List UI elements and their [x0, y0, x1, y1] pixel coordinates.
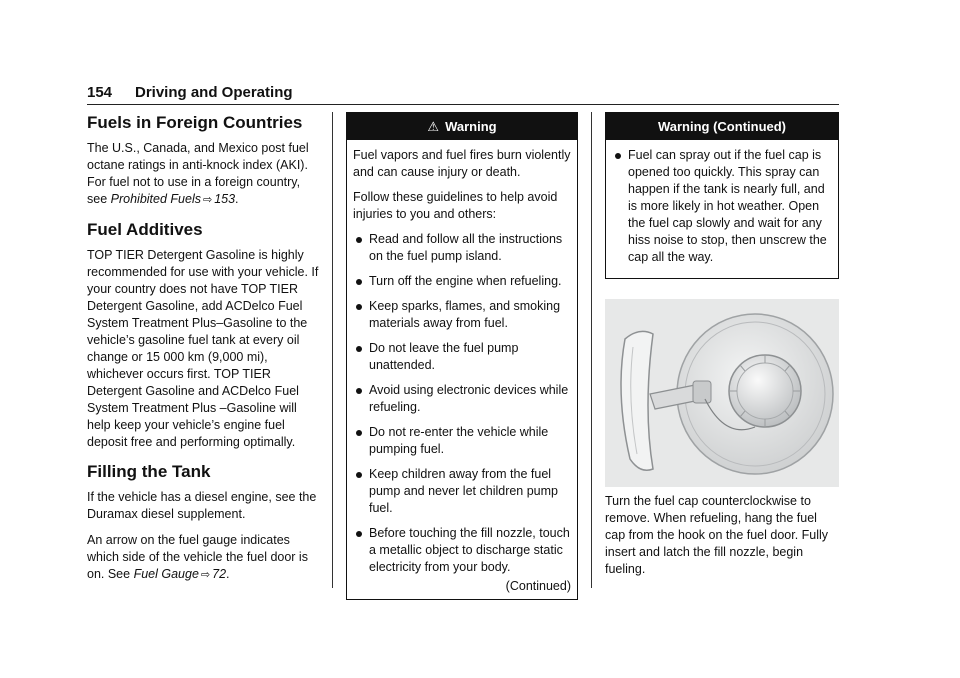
- column-middle: [346, 112, 578, 600]
- list-item-text: Fuel can spray out if the fuel cap is opened too quickly. This spray can happen if the tank is nearly full, and is more likely in hot weather. Open the fuel cap slowly and wait for any hiss noise to stop, then unscrew the cap all the way.: [628, 148, 827, 264]
- bullet-icon: [615, 153, 621, 159]
- warning-box-continued: [605, 112, 839, 279]
- xref-label: Prohibited Fuels: [110, 192, 201, 206]
- column-right: [605, 112, 839, 587]
- warning-paragraph: Fuel vapors and fuel fires burn violently and can cause injury or death.: [353, 148, 571, 179]
- xref-label: Fuel Gauge: [133, 567, 199, 581]
- list-item: [353, 525, 571, 576]
- list-item: [612, 147, 832, 266]
- warning-paragraph: Follow these guidelines to help avoid injuries to you and others:: [353, 190, 558, 221]
- column-divider: [332, 112, 333, 588]
- fuel-cap-illustration: [605, 299, 839, 487]
- list-item: [353, 424, 571, 458]
- list-item-text: Do not leave the fuel pump unattended.: [369, 341, 519, 372]
- paragraph: If the vehicle has a diesel engine, see the Duramax diesel supplement.: [87, 490, 317, 521]
- continued-label: (Continued): [505, 579, 571, 593]
- paragraph-end: .: [226, 567, 230, 581]
- warning-body: [606, 140, 838, 278]
- warning-triangle-icon: ⚠: [427, 119, 440, 134]
- page-reference-arrow-icon: ⇨: [202, 194, 213, 206]
- xref-page: 72: [212, 567, 227, 581]
- paragraph: TOP TIER Detergent Gasoline is highly recommended for use with your vehicle. If your country does not have TOP TIER Detergent Gasoline, add ACDelco Fuel System Treatment Plus–Gasoline to the vehicle’s gasoline fuel tank at every oil change or 15 000 km (9,000 mi), whichever occurs first. TOP TIER Detergent Gasoline and ACDelco Fuel System Treatment Plus –Gasoline will help keep your vehicle’s engine fuel deposit free and performing optimally.: [87, 248, 319, 449]
- heading-fuels-foreign: Fuels in Foreign Countries: [87, 113, 303, 132]
- bullet-icon: [356, 237, 362, 243]
- warning-header: [347, 113, 577, 140]
- column-left: [87, 112, 319, 593]
- list-item: [353, 466, 571, 517]
- bullet-icon: [356, 346, 362, 352]
- list-item: [353, 382, 571, 416]
- page-number: 154: [87, 84, 113, 101]
- heading-fuel-additives: Fuel Additives: [87, 220, 203, 239]
- warning-list: [612, 147, 832, 266]
- paragraph-text: The U.S., Canada, and Mexico post fuel octane ratings in anti-knock index (AKI). For fuel not to use in a foreign country, see: [87, 141, 309, 206]
- warning-header: Warning (Continued): [606, 113, 838, 140]
- heading-filling-tank: Filling the Tank: [87, 462, 211, 481]
- paragraph: [87, 532, 319, 584]
- list-item-text: Before touching the fill nozzle, touch a metallic object to discharge static electricity from your body.: [369, 526, 570, 574]
- link-prohibited-fuels[interactable]: [111, 192, 235, 206]
- paragraph: [87, 140, 319, 209]
- fuel-cap-photo: [605, 299, 839, 487]
- list-item: [353, 340, 571, 374]
- list-item-text: Read and follow all the instructions on the fuel pump island.: [369, 232, 563, 263]
- bullet-icon: [356, 531, 362, 537]
- list-item-text: Avoid using electronic devices while refueling.: [369, 383, 569, 414]
- paragraph-text: An arrow on the fuel gauge indicates which side of the vehicle the fuel door is on. See: [87, 533, 308, 581]
- bullet-icon: [356, 279, 362, 285]
- list-item-text: Turn off the engine when refueling.: [369, 274, 562, 288]
- list-item-text: Keep children away from the fuel pump and never let children pump fuel.: [369, 467, 559, 515]
- page-header: [87, 84, 839, 105]
- warning-body: [347, 140, 577, 599]
- bullet-icon: [356, 388, 362, 394]
- paragraph: Turn the fuel cap counterclockwise to remove. When refueling, hang the fuel cap from the hook on the fuel door. Fully insert and latch the fill nozzle, begin fueling.: [605, 494, 829, 576]
- list-item: [353, 298, 571, 332]
- link-fuel-gauge[interactable]: [134, 567, 226, 581]
- page-reference-arrow-icon: ⇨: [200, 569, 211, 581]
- bullet-icon: [356, 430, 362, 436]
- list-item-text: Do not re-enter the vehicle while pumping fuel.: [369, 425, 549, 456]
- warning-title: Warning: [445, 119, 497, 134]
- section-title: Driving and Operating: [135, 84, 293, 101]
- list-item: [353, 273, 571, 290]
- bullet-icon: [356, 472, 362, 478]
- paragraph-end: .: [235, 192, 239, 206]
- list-item: [353, 231, 571, 265]
- list-item-text: Keep sparks, flames, and smoking materials away from fuel.: [369, 299, 561, 330]
- column-divider: [591, 112, 592, 588]
- warning-list: [353, 231, 571, 576]
- warning-box: [346, 112, 578, 600]
- xref-page: 153: [214, 192, 236, 206]
- bullet-icon: [356, 304, 362, 310]
